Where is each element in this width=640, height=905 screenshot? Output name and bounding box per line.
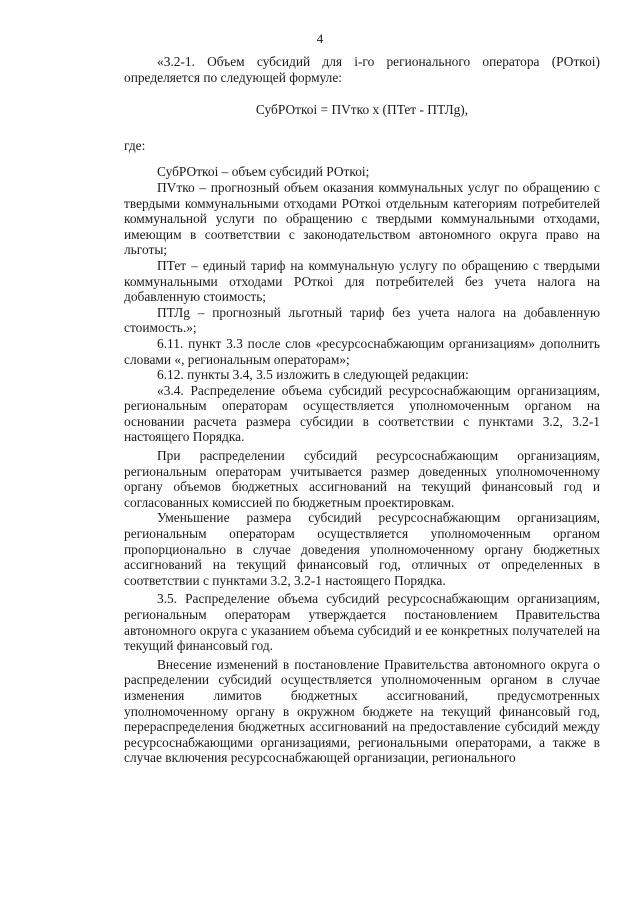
definition-ptet: ПТет – единый тариф на коммунальную услугу по обращению с твердыми коммунальными отходами РОткоi для потребителей без учета налога на добавленную стоимость; (124, 257, 600, 305)
paragraph-3-4-distribution: При распределении субсидий ресурсоснабжающим организациям, региональным операторам учитывается размер доведенных уполномоченному органу объемов бюджетных ассигнований на текущий финансовый год и согласованных комиссией по бюджетным проектировкам. (124, 448, 600, 510)
where-label: где: (124, 137, 146, 153)
page-number: 4 (316, 31, 324, 46)
document-body (124, 54, 600, 766)
paragraph-3-5: 3.5. Распределение объема субсидий ресурсоснабжающим организациям, региональным операторам утверждается постановлением Правительства автономного округа с указанием объема субсидий и ее конкретных получателей на текущий финансовый год. (124, 591, 600, 654)
paragraph-6-11: 6.11. пункт 3.3 после слов «ресурсоснабжающим организациям» дополнить словами «, региональным операторам»; (124, 335, 600, 367)
definition-pvtko: ПVтко – прогнозный объем оказания коммунальных услуг по обращению с твердыми коммунальными отходами РОткоi отдельным категориям потребителей коммунальной услуги по обращению с твердыми коммунальными отходами, имеющим в соответствии с законодательством автономного округа право на льготы; (124, 179, 600, 258)
paragraph-3-4: «3.4. Распределение объема субсидий ресурсоснабжающим организациям, региональным операторам осуществляется уполномоченным органом на основании расчета размера субсидии в соответствии с пунктами 3.2, 3.2-1 настоящего Порядка. (124, 382, 600, 445)
paragraph-3-4-reduction: Уменьшение размера субсидий ресурсоснабжающим организациям, региональным операторам осуществляется уполномоченным органом пропорционально в случае доведения уполномоченному органу бюджетных ассигнований на текущий финансовый год, отличных от определенных в соответствии с пунктами 3.2, 3.2-1 настоящего Порядка. (124, 510, 600, 588)
formula: СубРОткоi = ПVтко x (ПТет - ПТЛg), (255, 102, 469, 118)
definition-ptlg: ПТЛg – прогнозный льготный тариф без учета налога на добавленную стоимость.»; (124, 304, 600, 336)
definition-subrotko: СубРОткоi – объем субсидий РОткоi; (157, 164, 370, 180)
paragraph-6-12: 6.12. пункты 3.4, 3.5 изложить в следующей редакции: (157, 367, 469, 383)
paragraph-3-5-amendments: Внесение изменений в постановление Правительства автономного округа о распределении субсидий осуществляется уполномоченным органом в случае изменения лимитов бюджетных ассигнований, предусмотренных уполномоченному органу в окружном бюджете на текущий финансовый год, перераспределения бюджетных ассигнований на предоставление субсидий между ресурсоснабжающими организациями, региональными операторами, а также в случае включения ресурсоснабжающей организации, регионального (124, 656, 600, 766)
paragraph-3-2-1: «3.2-1. Объем субсидий для i-го регионального оператора (РОткоi) определяется по следующей формуле: (124, 54, 600, 85)
